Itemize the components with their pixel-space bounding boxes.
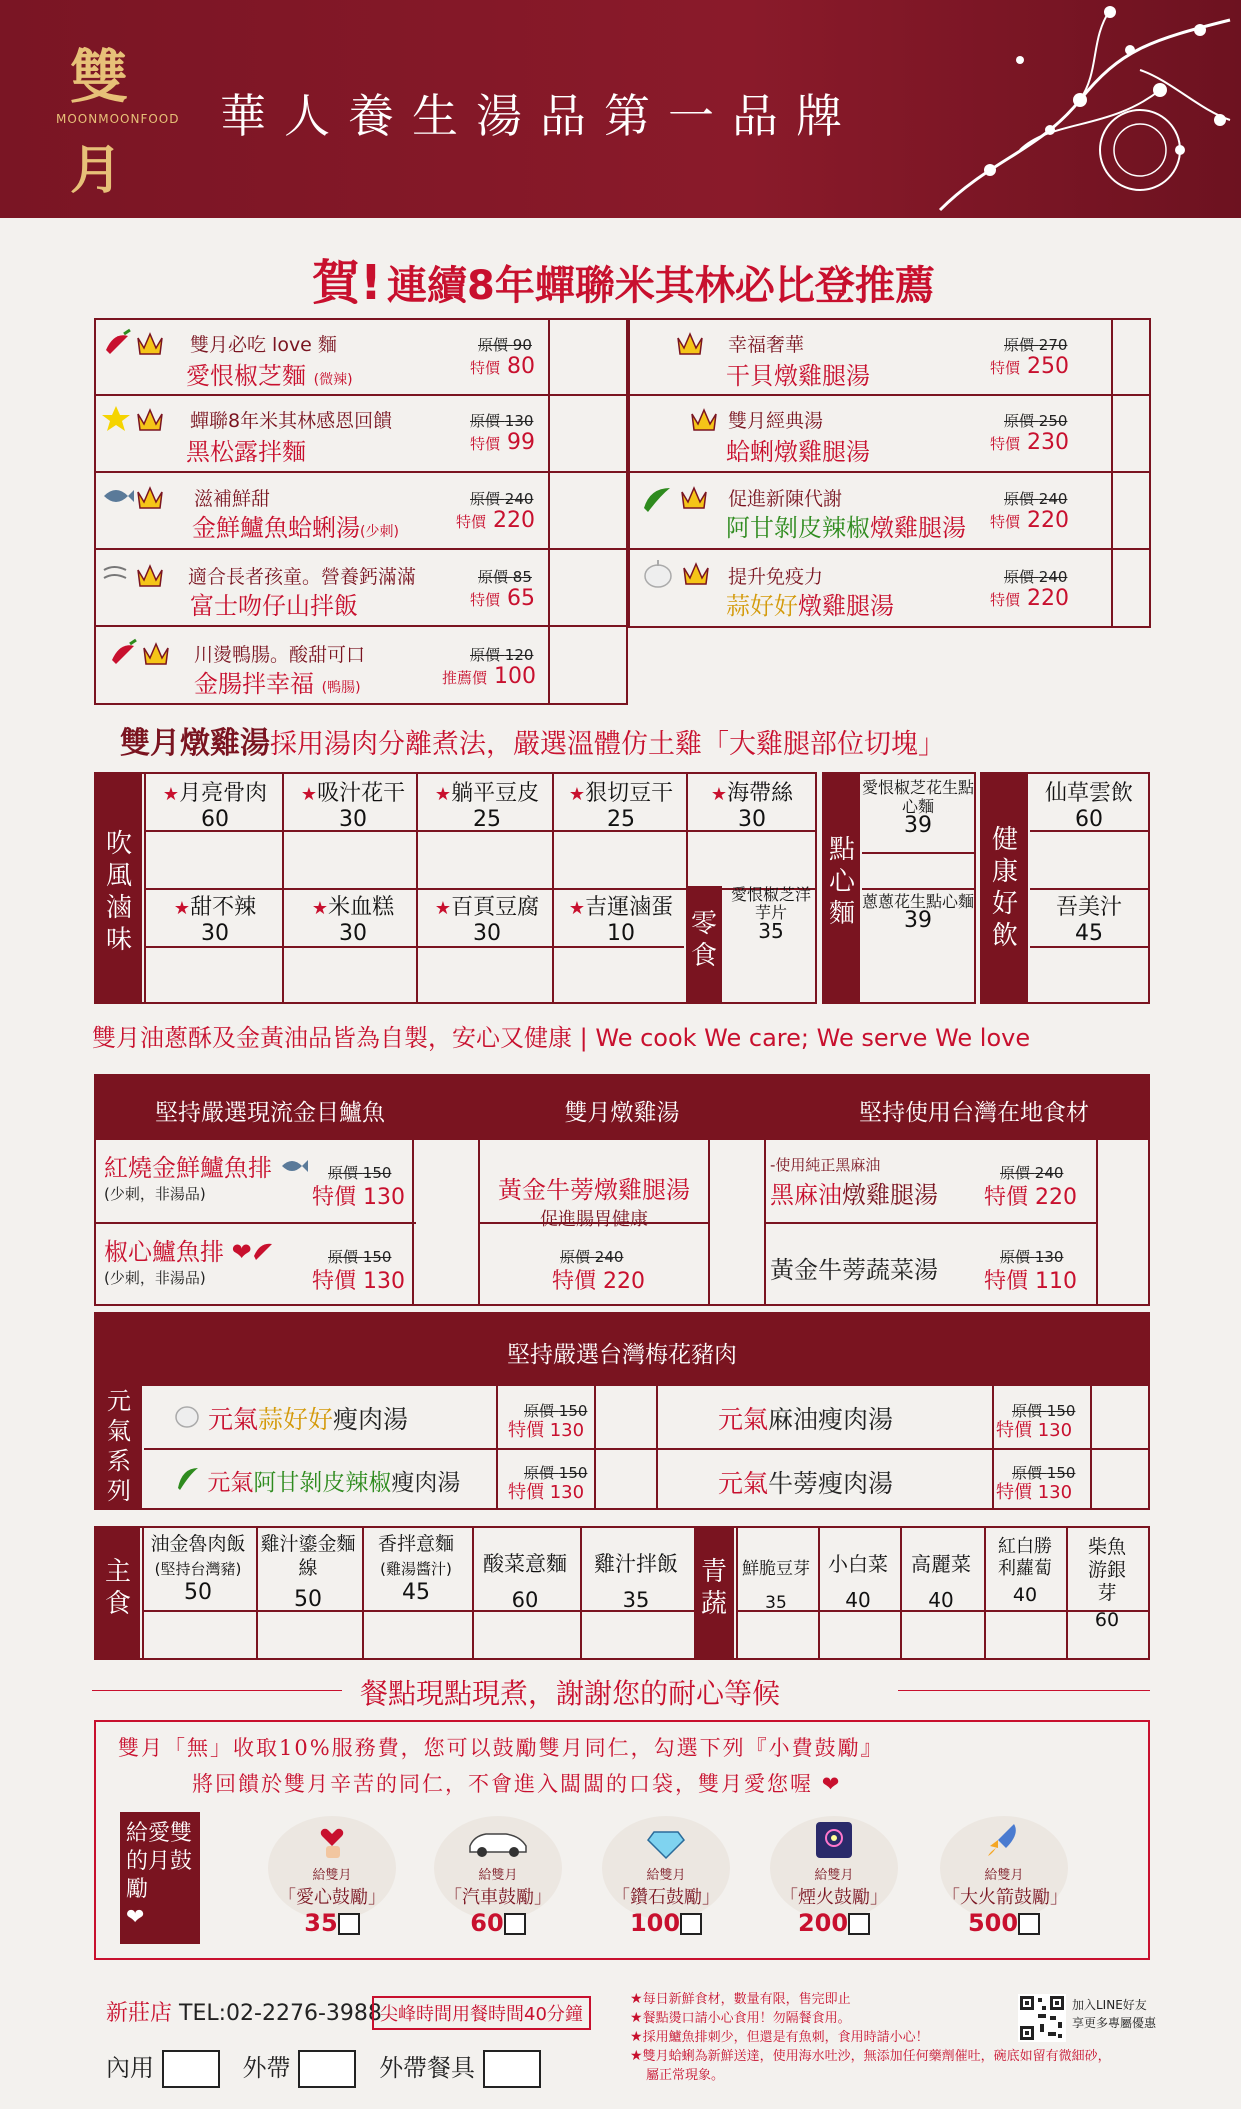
section-title: 堅持嚴選現流金目鱸魚 — [155, 1100, 385, 1126]
featured-name: 黑松露拌麵 — [186, 438, 306, 466]
snack-label: 零食 — [686, 886, 722, 1002]
wait-note: 餐點現點現煮，謝謝您的耐心等候 — [360, 1677, 781, 1710]
sale-price: 特價 230 — [990, 430, 1070, 455]
fish-item: 椒心鱸魚排 ❤ (少刺，非湯品) — [104, 1232, 274, 1288]
drink-item: 吾美汁 45 — [1055, 895, 1122, 946]
orig-price: 原價 150 — [328, 1164, 392, 1182]
local-item: 黃金牛蒡蔬菜湯 — [770, 1256, 938, 1284]
tips-line1: 雙月「無」收取10%服務費，您可以鼓勵雙月同仁，勾選下列『小費鼓勵』 — [118, 1736, 884, 1760]
order-type-row — [106, 2048, 541, 2088]
sale-price: 特價 220 — [552, 1269, 646, 1294]
featured-item — [642, 558, 724, 594]
sale-price: 特價 65 — [470, 586, 536, 611]
braised-item: ★吸汁花干 30 — [300, 781, 406, 832]
chicken-item: 黃金牛蒡燉雞腿湯 促進腸胃健康 — [498, 1176, 690, 1230]
line-qr[interactable] — [1018, 1994, 1066, 2046]
rocket-icon — [984, 1820, 1024, 1860]
genki-label: 元氣系列 — [96, 1386, 142, 1508]
featured-name: 富士吻仔山拌飯 — [190, 592, 358, 620]
dim-item: 愛恨椒芝花生點心麵 39 — [862, 778, 975, 838]
braised-item: ★月亮骨肉 60 — [162, 781, 268, 832]
featured-name: 蒜好好燉雞腿湯 — [726, 592, 894, 620]
utensils-box[interactable] — [483, 2050, 541, 2088]
green-pepper-icon — [174, 1464, 200, 1490]
chicken-soup-line: 雙月燉雞湯採用湯肉分離煮法，嚴選溫體仿土雞「大雞腿部位切塊」 — [120, 726, 945, 761]
sale-price: 特價 220 — [990, 586, 1070, 611]
veg-item: 高麗菜 40 — [911, 1552, 971, 1612]
featured-item — [102, 404, 174, 438]
slogan: 華人養生湯品第一品牌 — [220, 89, 860, 143]
staple-item: 雞汁拌飯 35 — [594, 1552, 678, 1612]
sale-price: 特價 220 — [984, 1185, 1078, 1210]
featured-tag: 雙月必吃 love 麵 — [190, 334, 337, 356]
orig-price: 原價 130 — [470, 412, 534, 430]
section-title: 堅持使用台灣在地食材 — [859, 1100, 1089, 1126]
genki-item: 元氣阿甘剝皮辣椒瘦肉湯 — [174, 1464, 460, 1497]
braised-item: ★海帶絲 30 — [710, 781, 794, 832]
staples-label: 主食 — [96, 1528, 140, 1658]
orig-price: 原價 150 — [524, 1464, 588, 1482]
featured-item — [102, 328, 174, 362]
orig-price: 原價 85 — [478, 568, 532, 586]
veg-item: 紅白勝利蘿蔔 40 — [998, 1536, 1052, 1606]
line-note: 加入LINE好友 享更多專屬優惠 — [1072, 1998, 1157, 2030]
tip-checkbox[interactable] — [338, 1913, 360, 1935]
headline-text: 連續8年蟬聯米其林必比登推薦 — [387, 263, 935, 309]
tip-option[interactable]: 給雙月 「大火箭鼓勵」 500 — [942, 1820, 1066, 1937]
veg-item: 柴魚游銀芽 60 — [1087, 1536, 1126, 1631]
tips-line2: 將回饋於雙月辛苦的同仁，不會進入闆闆的口袋，雙月愛您喔 ❤ — [192, 1772, 842, 1796]
staple-item: 雞汁鎏金麵線 50 — [260, 1533, 356, 1612]
snack-item: 愛恨椒芝洋芋片 35 — [730, 885, 811, 943]
logo-top-char: 雙 — [70, 43, 129, 111]
genki-item: 元氣蒜好好瘦肉湯 — [174, 1400, 408, 1436]
car-icon — [466, 1820, 530, 1860]
featured-tag: 幸福奢華 — [728, 334, 805, 356]
logo-en: MOONMOONFOOD — [56, 112, 180, 126]
fireworks-icon — [814, 1820, 854, 1860]
sale-price: 特價 130 — [312, 1185, 406, 1210]
fish-icon — [102, 482, 174, 512]
orig-price: 原價 150 — [524, 1402, 588, 1420]
logo-bottom-char: 月 — [70, 140, 123, 201]
braised-item: ★躺平豆皮 25 — [434, 781, 540, 832]
dim-item: 蔥蔥花生點心麵 39 — [862, 892, 975, 933]
peak-badge: 尖峰時間用餐時間40分鐘 — [372, 1996, 591, 2030]
orig-price: 原價 120 — [470, 646, 534, 664]
featured-tag: 適合長者孩童。營養鈣滿滿 — [188, 566, 417, 588]
orig-price: 原價 130 — [1000, 1248, 1064, 1266]
chili-icon — [102, 328, 174, 358]
featured-name: 金腸拌幸福 (鴨腸) — [194, 670, 361, 698]
braised-label: 吹風滷味 — [96, 774, 142, 1002]
featured-tag: 川燙鴨腸。酸甜可口 — [194, 644, 366, 666]
store-info: 新莊店 TEL:02-2276-3988 — [106, 2001, 382, 2026]
dim-label: 點心麵 — [824, 774, 860, 1002]
orig-price: 原價 240 — [560, 1248, 624, 1266]
orig-price: 原價 240 — [1004, 568, 1068, 586]
featured-name: 金鮮鱸魚蛤蜊湯(少刺) — [192, 514, 399, 542]
featured-tag: 促進新陳代謝 — [728, 488, 843, 510]
veg-label: 青蔬 — [694, 1528, 734, 1658]
qr-code-icon — [1018, 1994, 1066, 2042]
drink-label: 健康好飲 — [982, 774, 1028, 1002]
featured-item — [102, 560, 174, 594]
braised-item: ★甜不辣 30 — [173, 895, 257, 946]
featured-item — [640, 482, 722, 518]
fish-icon — [280, 1156, 310, 1176]
orig-price: 原價 270 — [1004, 336, 1068, 354]
sale-price: 特價 99 — [470, 430, 536, 455]
section-title: 雙月燉雞湯 — [564, 1100, 680, 1126]
sale-price: 特價 110 — [984, 1269, 1078, 1294]
orig-price: 原價 150 — [1012, 1402, 1076, 1420]
sale-price: 特價 80 — [470, 354, 536, 379]
featured-tag: 提升免疫力 — [728, 566, 824, 588]
tip-checkbox[interactable] — [848, 1913, 870, 1935]
orig-price: 原價 90 — [478, 336, 532, 354]
genki-item: 元氣麻油瘦肉湯 — [718, 1405, 894, 1434]
diamond-icon — [646, 1820, 686, 1860]
featured-tag: 雙月經典湯 — [728, 410, 824, 432]
dine-in-label: 內用 — [106, 2054, 154, 2082]
homemade-note: 雙月油蔥酥及金黃油品皆為自製，安心又健康 | We cook We care; We serve We love — [92, 1024, 1031, 1052]
orig-price: 原價 240 — [470, 490, 534, 508]
drink-item: 仙草雲飲 60 — [1044, 781, 1133, 832]
footer-notes: ★每日新鮮食材，數量有限，售完即止 ★餐點燙口請小心食用！勿隔餐食用。 ★採用鱸魚排刺少，但還是有魚刺，食用時請小心！ ★雙月蛤蜊為新鮮送達，使用海水吐沙，無添加任何藥劑催吐，碗底如留有微細砂， 屬正常現象。 — [630, 1991, 1111, 2083]
braised-item: ★狠切豆干 25 — [568, 781, 674, 832]
takeout-label: 外帶 — [242, 2054, 291, 2082]
section4-header: 堅持嚴選台灣梅花豬肉 — [94, 1312, 1150, 1386]
featured-item — [102, 482, 174, 516]
sale-price: 推薦價 100 — [442, 664, 537, 689]
plum-blossom-decoration — [900, 0, 1241, 218]
featured-name: 阿甘剝皮辣椒燉雞腿湯 — [726, 514, 966, 542]
dine-in-box[interactable] — [162, 2050, 220, 2088]
featured-name: 蛤蜊燉雞腿湯 — [726, 438, 870, 466]
braised-item: ★米血糕 30 — [311, 895, 395, 946]
featured-tag: 蟬聯8年米其林感恩回饋 — [190, 410, 393, 432]
header-banner — [0, 0, 1241, 218]
tip-option[interactable]: 給雙月 「煙火鼓勵」 200 — [772, 1820, 896, 1937]
heart-hand-icon — [312, 1820, 352, 1860]
local-item: -使用純正黑麻油 黑麻油燉雞腿湯 — [770, 1156, 938, 1209]
featured-name: 愛恨椒芝麵 (微辣) — [186, 362, 353, 390]
crown-icon — [676, 328, 712, 362]
orig-price: 原價 240 — [1004, 490, 1068, 508]
sale-price: 特價 220 — [456, 508, 536, 533]
tip-option[interactable]: 給雙月 「愛心鼓勵」 35 — [270, 1820, 394, 1937]
sale-price: 特價 220 — [990, 508, 1070, 533]
tips-label: 給愛雙的月鼓勵 ❤ — [120, 1812, 200, 1944]
tip-checkbox[interactable] — [504, 1913, 526, 1935]
tip-checkbox[interactable] — [1018, 1913, 1040, 1935]
orig-price: 原價 150 — [328, 1248, 392, 1266]
takeout-box[interactable] — [298, 2050, 356, 2088]
utensils-label: 外帶餐具 — [379, 2054, 476, 2082]
sale-price: 特價 130 — [312, 1269, 406, 1294]
sale-price: 特價 130 — [508, 1420, 585, 1441]
orig-price: 原價 240 — [1000, 1164, 1064, 1182]
sale-price: 特價 250 — [990, 354, 1070, 379]
tip-option[interactable]: 給雙月 「鑽石鼓勵」 100 — [604, 1820, 728, 1937]
staple-item: 油金魯肉飯 (堅持台灣豬) 50 — [150, 1533, 246, 1605]
orig-price: 原價 150 — [1012, 1464, 1076, 1482]
veg-item: 鮮脆豆芽 35 — [742, 1559, 810, 1613]
crown-icon — [690, 404, 726, 438]
chili-icon — [108, 638, 180, 668]
veg-item: 小白菜 40 — [828, 1552, 888, 1612]
staple-item: 酸菜意麵 60 — [483, 1552, 567, 1612]
fish-item: 紅燒金鮮鱸魚排 (少刺，非湯品) — [104, 1148, 310, 1204]
featured-tag: 滋補鮮甜 — [194, 488, 271, 510]
sale-price: 特價 130 — [508, 1482, 585, 1503]
chili-icon — [252, 1240, 274, 1260]
braised-item: ★百頁豆腐 30 — [434, 895, 540, 946]
braised-item: ★吉運滷蛋 10 — [568, 895, 674, 946]
genki-item: 元氣牛蒡瘦肉湯 — [718, 1469, 894, 1498]
tip-option[interactable]: 給雙月 「汽車鼓勵」 60 — [436, 1820, 560, 1937]
sale-price: 特價 130 — [996, 1420, 1073, 1441]
sale-price: 特價 130 — [996, 1482, 1073, 1503]
green-pepper-icon — [640, 482, 722, 514]
tip-checkbox[interactable] — [680, 1913, 702, 1935]
featured-name: 干貝燉雞腿湯 — [726, 362, 870, 390]
garlic-icon — [174, 1402, 200, 1428]
star-icon — [102, 404, 174, 434]
congrats-char: 賀 — [312, 255, 361, 311]
featured-item — [108, 638, 180, 672]
staple-item: 香拌意麵 (雞湯醬汁) 45 — [377, 1533, 454, 1605]
garlic-icon — [642, 558, 724, 590]
headline: 賀! 連續8年蟬聯米其林必比登推薦 — [312, 255, 935, 311]
small-fish-icon — [102, 560, 174, 590]
orig-price: 原價 250 — [1004, 412, 1068, 430]
